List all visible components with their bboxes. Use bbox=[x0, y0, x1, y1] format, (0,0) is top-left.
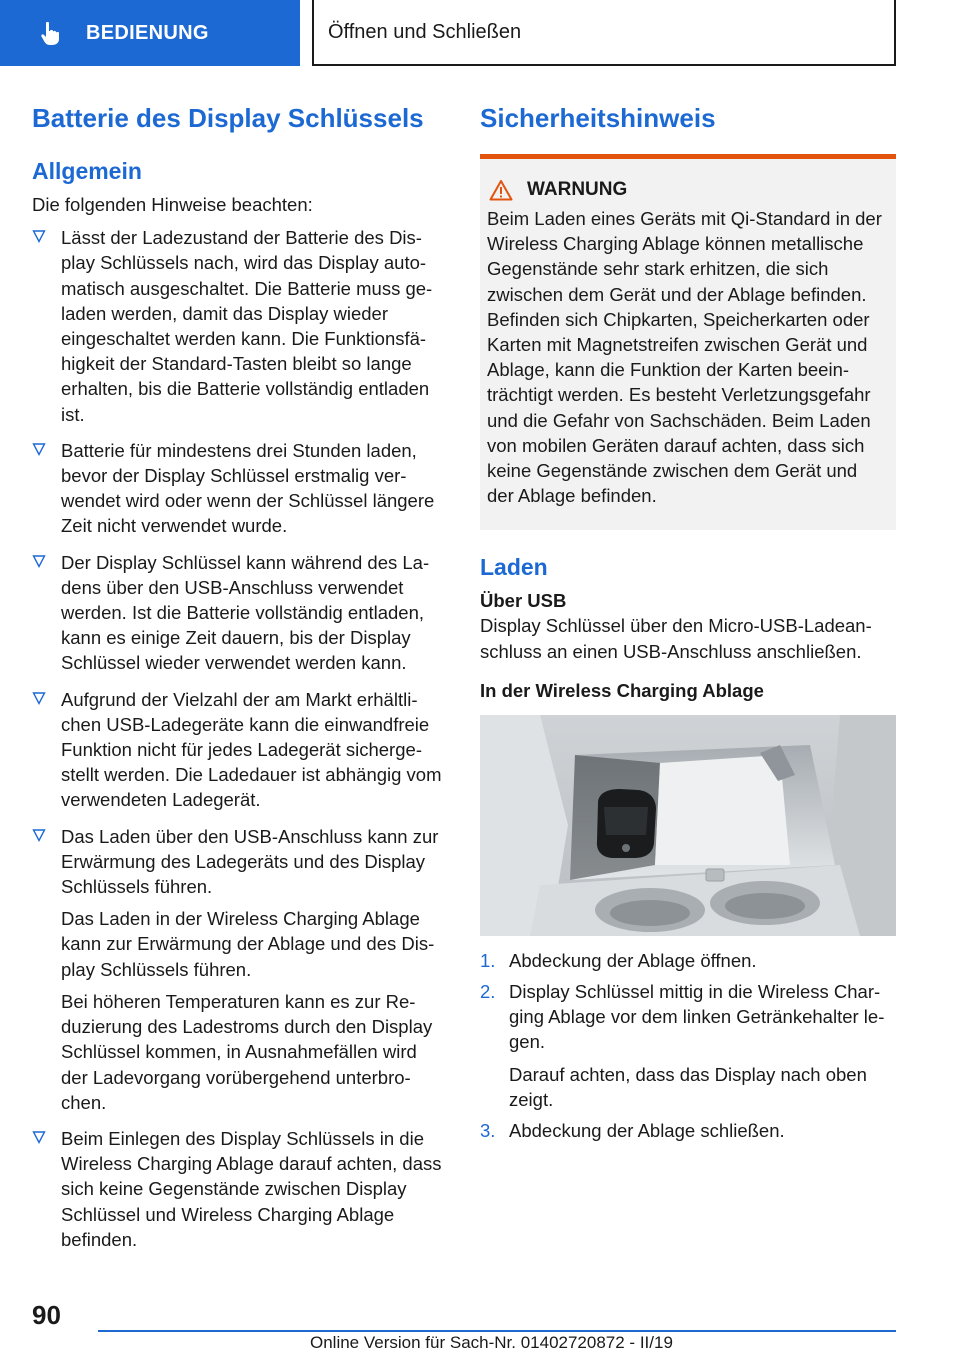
usb-heading: Über USB bbox=[480, 590, 567, 612]
page-header bbox=[0, 0, 960, 66]
list-item bbox=[32, 550, 448, 676]
step-text: Abdeckung der Ablage öffnen. bbox=[509, 949, 757, 971]
wireless-charging-tray-photo bbox=[480, 715, 896, 936]
list-item bbox=[32, 225, 448, 427]
triangle-bullet-icon bbox=[32, 1130, 46, 1144]
triangle-bullet-icon bbox=[32, 229, 46, 243]
list-item-text: Beim Einlegen des Display Schlüssels in die Wireless Charging Ablage darauf achten, dass sich keine Gegenstände zwischen Display Schlüssel und Wireless Charging Ablage befinden. bbox=[61, 1127, 442, 1250]
section-label: BEDIENUNG bbox=[86, 21, 209, 44]
warning-text: Beim Laden eines Geräts mit Qi-Standard in der Wireless Charging Ablage können metallische Gegenstände sehr stark erhitzen, die sich zwischen dem Gerät und der Ablage befinden. Befinden sich Chipkarten, Speicherkarten oder Karten mit Magnetstreifen zwischen Gerät und Ablage, kann die Funktion der Karten beeinträchtigt werden. Es besteht Verletzungsgefahr und die Gefahr von Sachschäden. Beim Laden von mobilen Geräten darauf achten, dass sich keine Gegenstände zwischen dem Gerät und der Ablage befinden. bbox=[487, 208, 882, 507]
list-item bbox=[480, 948, 896, 973]
chapter-title: Öffnen und Schließen bbox=[312, 0, 896, 66]
list-item bbox=[32, 824, 448, 1115]
list-item-subparagraph: Das Laden in der Wireless Charging Ablage kann zur Erwärmung der Ablage und des Display Schlüssels führen. bbox=[61, 908, 435, 980]
list-item-text: Der Display Schlüssel kann während des Ladens über den USB-Anschluss verwendet werden. Ist die Batterie vollständig entladen, kann es einige Zeit dauern, bis der Display Schlüssel wieder verwendet werden kann. bbox=[61, 551, 430, 674]
section-tab bbox=[0, 0, 300, 66]
page-number: 90 bbox=[32, 1300, 61, 1330]
step-number: 3. bbox=[480, 1120, 496, 1142]
pointing-hand-icon bbox=[38, 20, 64, 46]
triangle-bullet-icon bbox=[32, 554, 46, 568]
step-subparagraph: Darauf achten, dass das Display nach oben zeigt. bbox=[509, 1063, 867, 1110]
right-column bbox=[480, 100, 896, 1149]
list-item-text: Lässt der Ladezustand der Batterie des Display Schlüssels nach, wird das Display automatisch ausgeschaltet. Die Batterie muss geladen werden, damit das Display wieder eingeschaltet werden kann. Die Funktionsfähigkeit der Standard-Tasten bleibt so lange erhalten, bis die Batterie vollständig entladen ist. bbox=[61, 227, 433, 425]
steps-list bbox=[480, 948, 896, 1143]
list-item bbox=[32, 1126, 448, 1252]
list-item-text: Batterie für mindestens drei Stunden laden, bevor der Display Schlüssel erstmalig verwendet wird oder wenn der Schlüssel längere Zeit nicht verwendet wurde. bbox=[61, 439, 435, 537]
left-column bbox=[32, 100, 448, 1263]
step-number: 2. bbox=[480, 981, 496, 1003]
step-text: Abdeckung der Ablage schließen. bbox=[509, 1120, 785, 1142]
step-number: 1. bbox=[480, 949, 496, 971]
triangle-bullet-icon bbox=[32, 828, 46, 842]
warning-header bbox=[487, 179, 888, 201]
step-text: Display Schlüssel mittig in die Wireless Charging Ablage vor dem linken Getränkehalter legen. bbox=[509, 981, 885, 1053]
intro-text: Die folgenden Hinweise beachten: bbox=[32, 194, 313, 215]
hints-list bbox=[32, 225, 448, 1252]
list-item bbox=[480, 979, 896, 1112]
list-item-text: Das Laden über den USB-Anschluss kann zur Erwärmung des Ladegeräts und des Display Schlüssels führen. bbox=[61, 825, 439, 898]
laden-heading: Laden bbox=[480, 554, 548, 581]
warning-label: WARNUNG bbox=[527, 179, 628, 200]
list-item bbox=[480, 1118, 896, 1143]
list-item bbox=[32, 687, 448, 813]
warning-box bbox=[480, 159, 896, 530]
triangle-bullet-icon bbox=[32, 442, 46, 456]
wireless-heading: In der Wireless Charging Ablage bbox=[480, 679, 764, 701]
footer-online-version: Online Version für Sach-Nr. 01402720872 - II/19 bbox=[310, 1333, 673, 1352]
subsection-heading-general: Allgemein bbox=[32, 158, 142, 184]
usb-text: Display Schlüssel über den Micro-USB-Ladeanschluss an einen USB-Anschluss anschließen. bbox=[480, 615, 872, 662]
list-item bbox=[32, 438, 448, 539]
footer-divider bbox=[98, 1330, 896, 1332]
safety-heading: Sicherheitshinweis bbox=[480, 103, 716, 133]
warning-triangle-icon bbox=[489, 179, 513, 201]
list-item-subparagraph: Bei höheren Temperaturen kann es zur Reduzierung des Ladestroms durch den Display Schlüssel kommen, in Ausnahmefällen wird der Ladevorgang vorübergehend unterbrochen. bbox=[61, 990, 433, 1113]
section-heading: Batterie des Display Schlüssels bbox=[32, 103, 424, 133]
triangle-bullet-icon bbox=[32, 691, 46, 705]
list-item-text: Aufgrund der Vielzahl der am Markt erhältlichen USB-Ladegeräte kann die einwandfreie Funktion nicht für jedes Ladegerät sichergestellt werden. Die Ladedauer ist abhängig vom verwendeten Ladegerät. bbox=[61, 688, 442, 811]
